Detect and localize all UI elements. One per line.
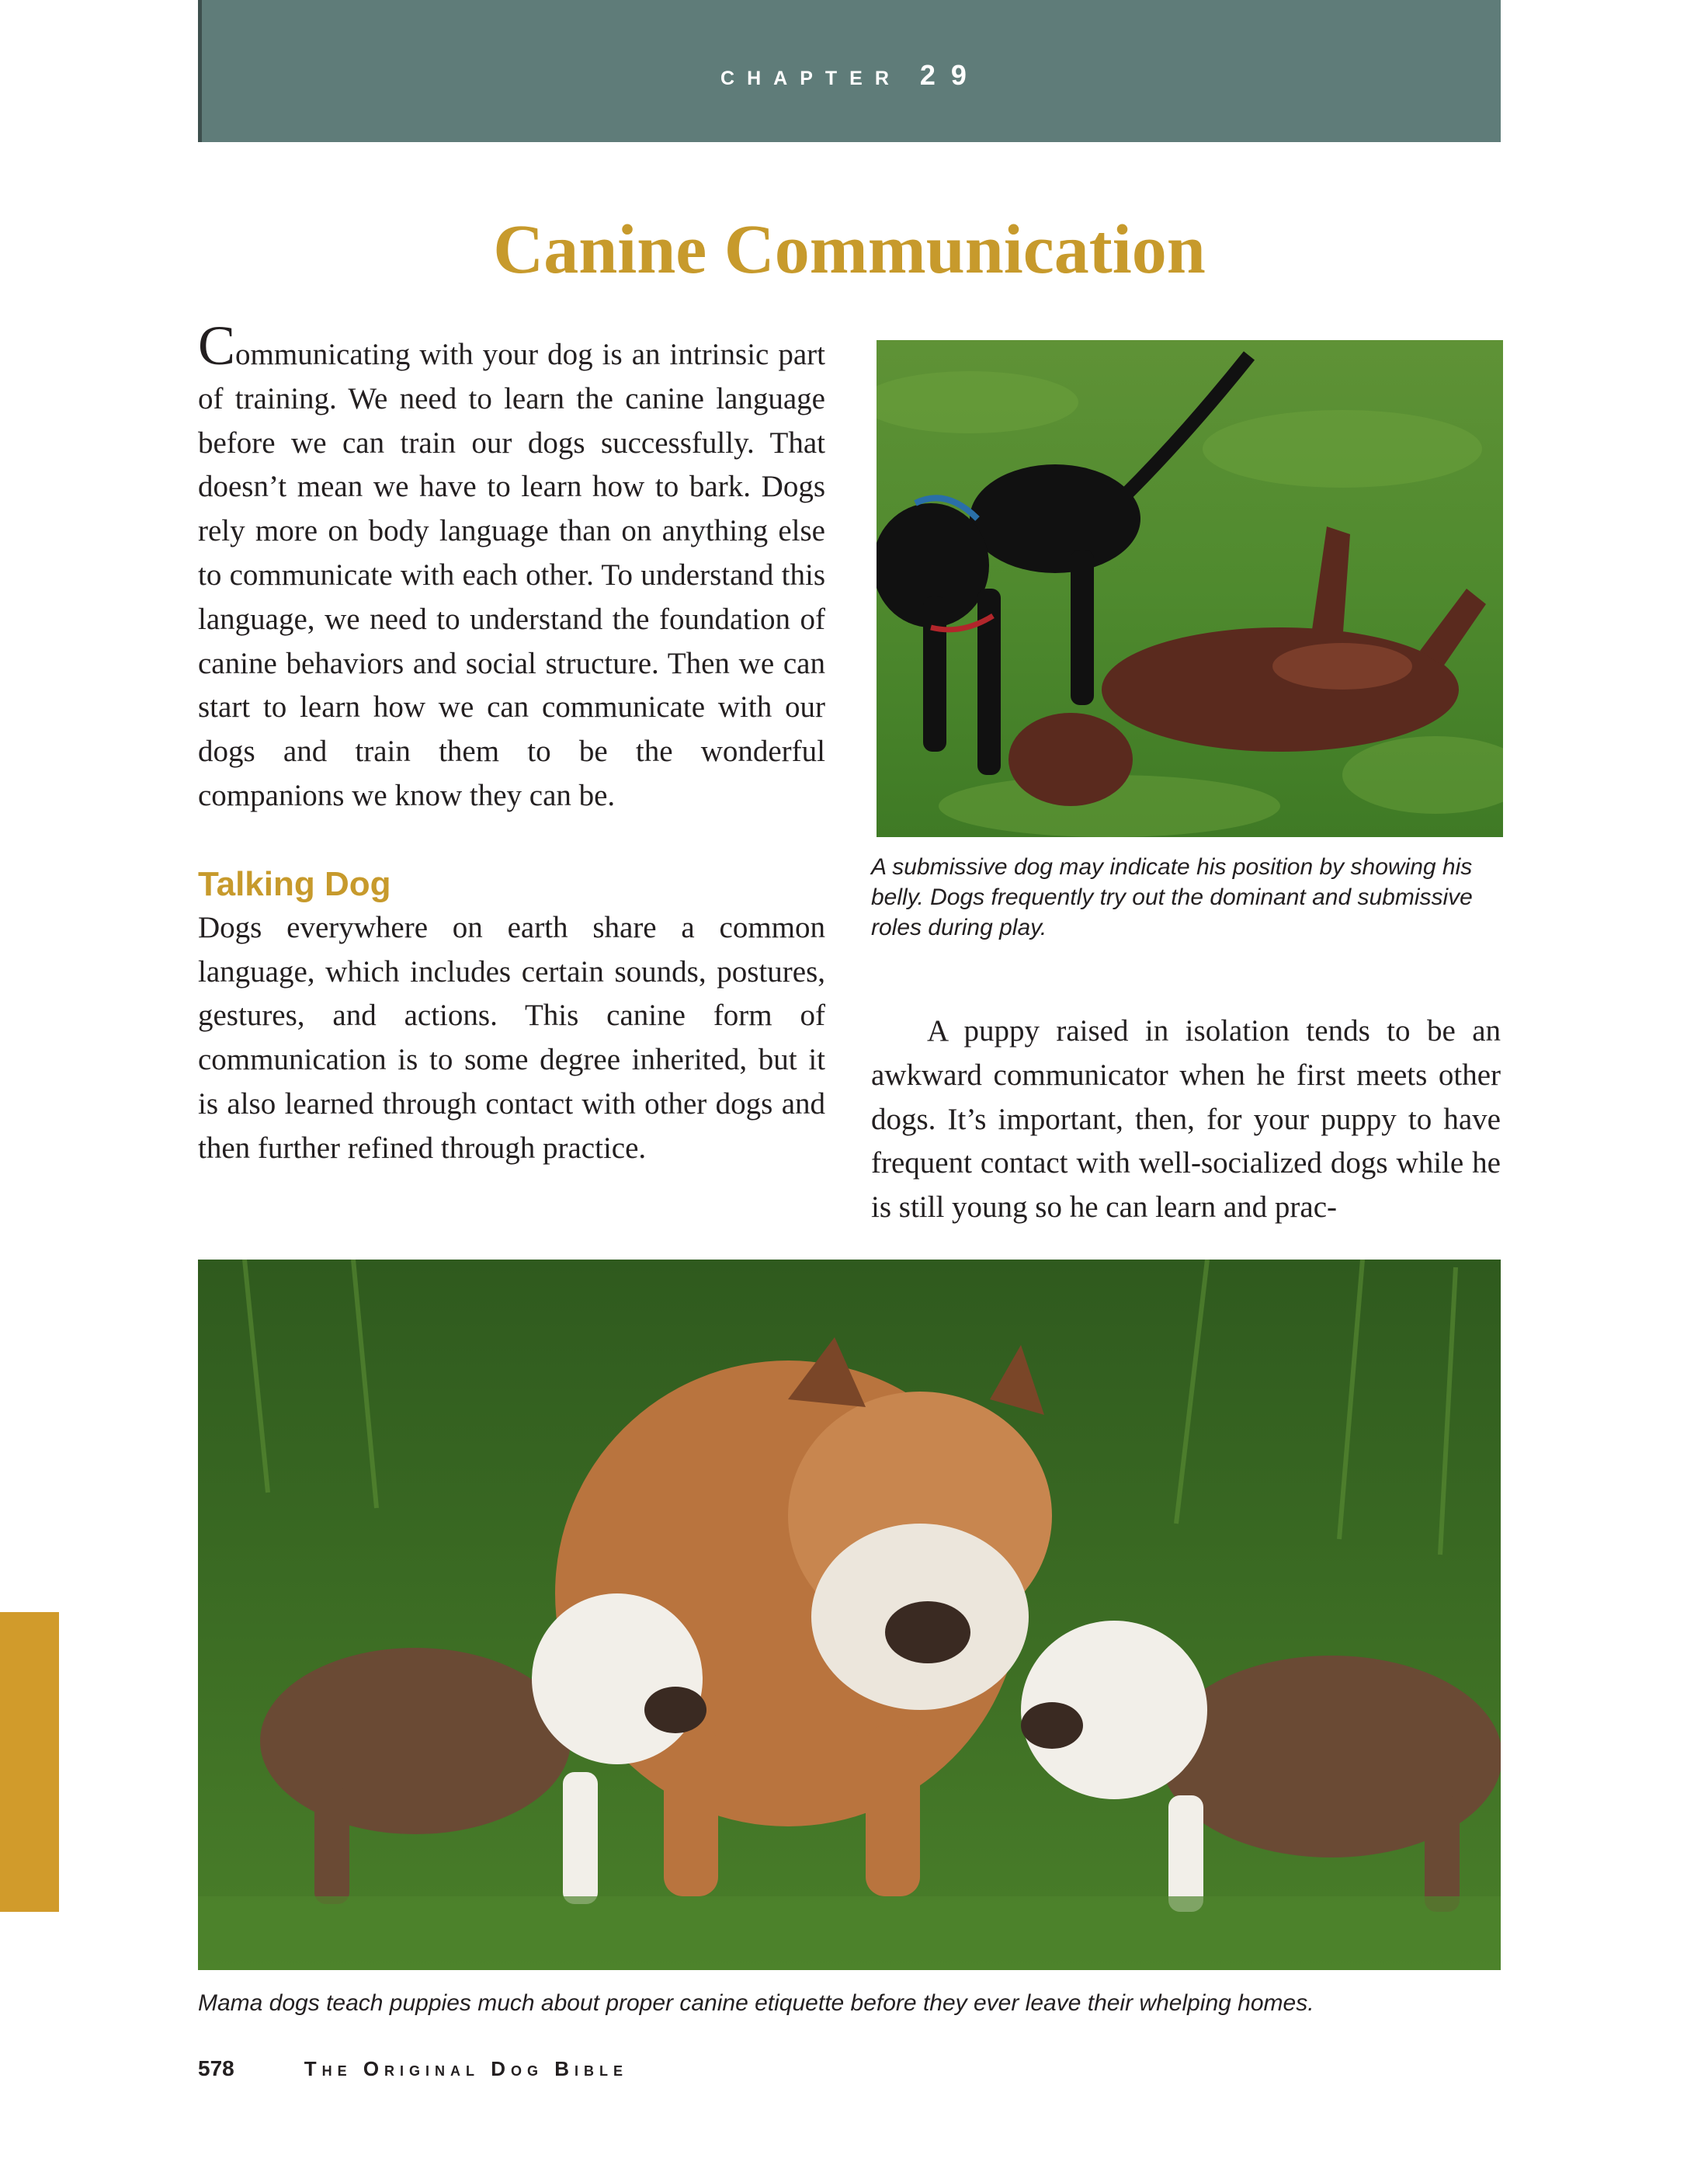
drop-cap: C [198, 314, 236, 377]
left-column [198, 314, 825, 1171]
page-title: Canine Communication [493, 211, 1206, 288]
book-title: The Original Dog Bible [304, 2057, 629, 2080]
chapter-number: 29 [919, 59, 982, 91]
photo-bulldog-puppies [198, 1260, 1501, 1970]
page-number: 578 [198, 2056, 234, 2080]
page-footer [198, 2056, 628, 2081]
section-body: Dogs everywhere on earth share a common language, which includes certain sounds, postures, gestures, and actions. This canine form of communication is to some degree inherited, but it is also learned through contact with other dogs and then further refined through practice. [198, 910, 825, 1165]
bulldog-puppies-illustration [198, 1260, 1501, 1970]
dogs-playing-illustration [877, 340, 1503, 837]
edge-tab [0, 1612, 59, 1912]
caption-top: A submissive dog may indicate his position by showing his belly. Dogs frequently try out the dominant and submissive roles during play. [871, 854, 1473, 940]
chapter-word: chapter [720, 59, 901, 91]
photo-dogs-playing [877, 340, 1503, 837]
caption-bottom: Mama dogs teach puppies much about proper canine etiquette before they ever leave their whelping homes. [198, 1990, 1314, 2016]
chapter-banner [198, 0, 1501, 142]
intro-text: ommunicating with your dog is an intrinsic part of training. We need to learn the canine language before we can train our dogs successfully. That doesn’t mean we have to learn how to bark. Dogs rely more on body language than on anything else to communicate with each other. To understand this language, we need to understand the foundation of canine behaviors and social structure. Then we can start to learn how we can communicate with our dogs and train them to be the wonderful companions we know they can be. [198, 338, 825, 812]
chapter-label [202, 59, 1501, 92]
section-heading: Talking Dog [198, 864, 391, 903]
intro-paragraph [198, 314, 825, 818]
right-column-text: A puppy raised in isolation tends to be an awkward communicator when he first meets other dogs. It’s important, then, for your puppy to have frequent contact with well-socialized dogs while he is still young so he can learn and prac- [871, 1014, 1501, 1225]
